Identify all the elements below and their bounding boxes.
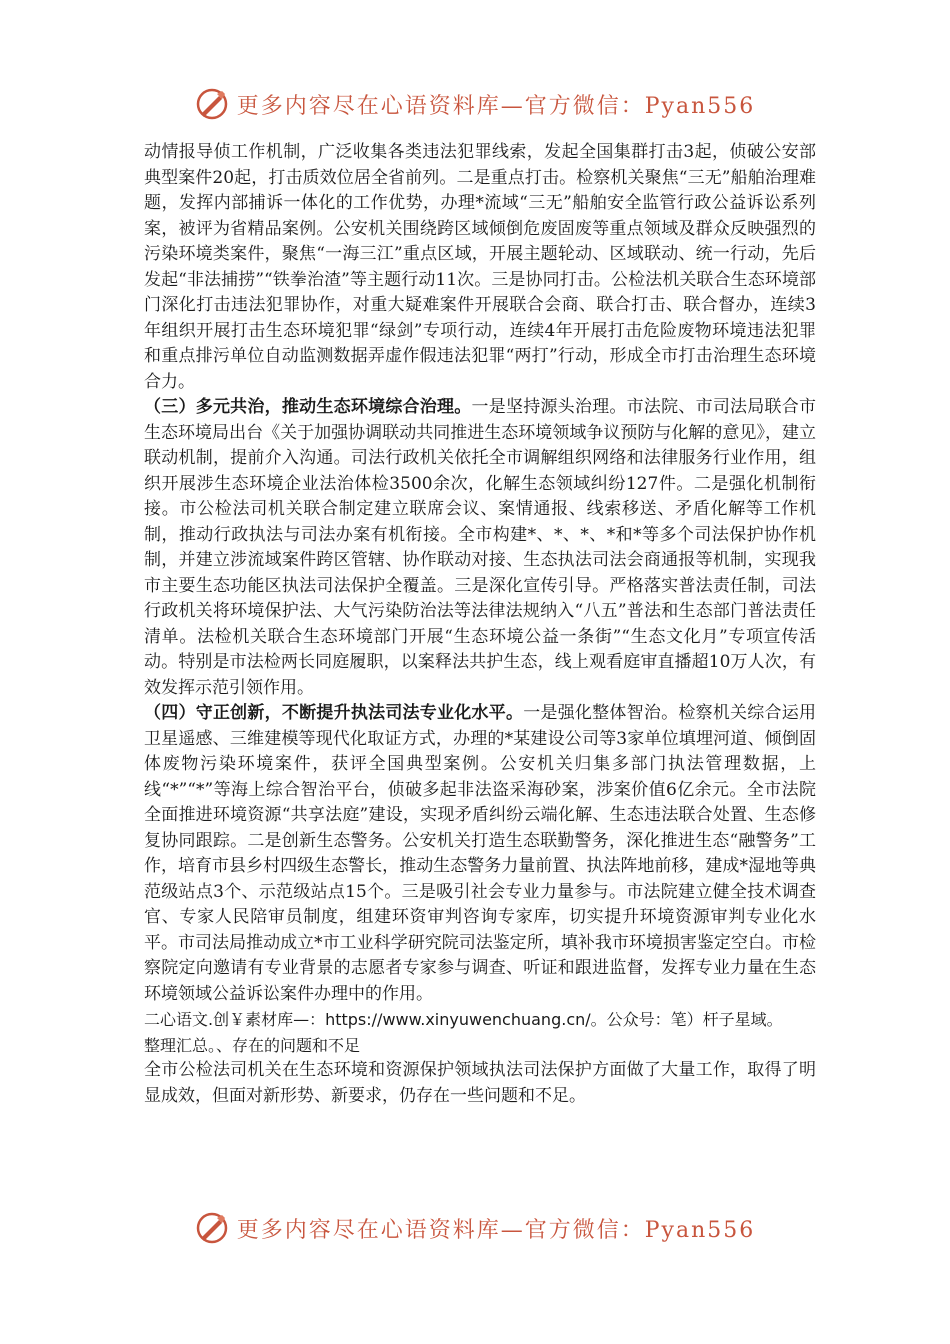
summary-line: 整理汇总。、存在的问题和不足	[144, 1035, 361, 1055]
section-heading-3: （三）多元共治，推动生态环境综合治理。	[144, 397, 472, 417]
source-line: 二心语文.创￥素材库—：https://www.xinyuwenchuang.cn/。公众号：笔）杆子星域。	[144, 1010, 783, 1029]
banner-text: 更多内容尽在心语资料库—官方微信：Pyan556	[236, 1217, 756, 1243]
section-heading-4: （四）守正创新，不断提升执法司法专业化水平。	[144, 703, 524, 723]
footer-banner	[0, 1206, 950, 1250]
paragraph-1: 动情报导侦工作机制，广泛收集各类违法犯罪线索，发起全国集群打击3起，侦破公安部典型案件20起，打击质效位居全省前列。二是重点打击。检察机关聚焦“三无”船舶治理难题，发挥内部捕诉一体化的工作优势，办理*流域“三无”船舶安全监管行政公益诉讼系列案，被评为省精品案例。公安机关围绕跨区域倾倒危废固废等重点领域及群众反映强烈的污染环境类案件，聚焦“一海三江”重点区域，开展主题轮动、区域联动、统一行动，先后发起“非法捕捞”“铁拳治渣”等主题行动11次。三是协同打击。公检法机关联合生态环境部门深化打击违法犯罪协作，对重大疑难案件开展联合会商、联合打击、联合督办，连续3年组织开展打击生态环境犯罪“绿剑”专项行动，连续4年开展打击危险废物环境违法犯罪和重点排污单位自动监测数据弄虚作假违法犯罪“两打”行动，形成全市打击治理生态环境合力。	[144, 142, 816, 392]
pen-logo-icon	[195, 1211, 229, 1245]
document-body	[144, 140, 816, 1109]
pen-logo-icon	[195, 87, 229, 121]
paragraph-3	[144, 701, 816, 1007]
banner-text: 更多内容尽在心语资料库—官方微信：Pyan556	[236, 93, 756, 119]
header-banner	[0, 82, 950, 126]
paragraph-2-body: 一是坚持源头治理。市法院、市司法局联合市生态环境局出台《关于加强协调联动共同推进生态环境领域争议预防与化解的意见》，建立联动机制，提前介入沟通。司法行政机关依托全市调解组织网络和法律服务行业作用，组织开展涉生态环境企业法治体检3500余次，化解生态领域纠纷127件。二是强化机制衔接。市公检法司机关联合制定建立联席会议、案情通报、线索移送、矛盾化解等工作机制，推动行政执法与司法办案有机衔接。全市构建*、*、*、*和*等多个司法保护协作机制，并建立涉流域案件跨区管辖、协作联动对接、生态执法司法会商通报等机制，实现我市主要生态功能区执法司法保护全覆盖。三是深化宣传引导。严格落实普法责任制，司法行政机关将环境保护法、大气污染防治法等法律法规纳入“八五”普法和生态部门普法责任清单。法检机关联合生态环境部门开展“生态环境公益一条街”“生态文化月”专项宣传活动。特别是市法检两长同庭履职，以案释法共护生态，线上观看庭审直播超10万人次，有效发挥示范引领作用。	[144, 397, 816, 698]
paragraph-2	[144, 395, 816, 701]
paragraph-4: 全市公检法司机关在生态环境和资源保护领域执法司法保护方面做了大量工作，取得了明显成效，但面对新形势、新要求，仍存在一些问题和不足。	[144, 1060, 816, 1106]
paragraph-3-body: 一是强化整体智治。检察机关综合运用卫星遥感、三维建模等现代化取证方式，办理的*某建设公司等3家单位填埋河道、倾倒固体废物污染环境案件，获评全国典型案例。公安机关归集多部门执法管理数据，上线“*”“*”等海上综合智治平台，侦破多起非法盗采海砂案，涉案价值6亿余元。全市法院全面推进环境资源“共享法庭”建设，实现矛盾纠纷云端化解、生态违法联合处置、生态修复协同跟踪。二是创新生态警务。公安机关打造生态联勤警务，深化推进生态“融警务”工作，培育市县乡村四级生态警长，推动生态警务力量前置、执法阵地前移，建成*湿地等典范级站点3个、示范级站点15个。三是吸引社会专业力量参与。市法院建立健全技术调查官、专家人民陪审员制度，组建环资审判咨询专家库，切实提升环境资源审判专业化水平。市司法局推动成立*市工业科学研究院司法鉴定所，填补我市环境损害鉴定空白。市检察院定向邀请有专业背景的志愿者专家参与调查、听证和跟进监督，发挥专业力量在生态环境领域公益诉讼案件办理中的作用。	[144, 703, 817, 1004]
